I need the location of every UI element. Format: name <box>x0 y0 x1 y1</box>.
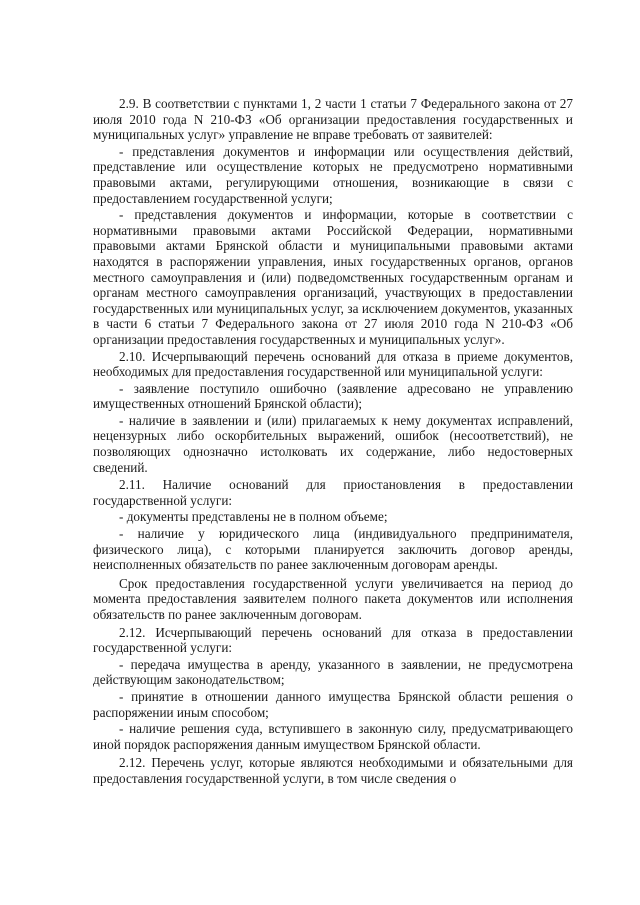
list-item-other-disposal: - принятие в отношении данного имущества Брянской области решения о распоряжении иным способом; <box>93 688 573 720</box>
paragraph-2-12-services: 2.12. Перечень услуг, которые являются необходимыми и обязательными для предоставления государственной услуги, в том числе сведения о <box>93 755 573 786</box>
document-page <box>93 96 573 787</box>
paragraph-2-11: 2.11. Наличие оснований для приостановления в предоставлении государственной услуги: <box>93 477 573 508</box>
paragraph-term-extension: Срок предоставления государственной услуги увеличивается на период до момента предоставления заявителем полного пакета документов или исполнения обязательств по ранее заключенным договорам. <box>93 575 573 622</box>
list-item-no-documents: - представления документов и информации, которые в соответствии с нормативными правовыми актами Российской Федерации, нормативными правовыми актами Брянской области и муниципальными правовыми актами находятся в распоряжении управления, иных государственных органов, органов местного самоуправления и (или) подведомственных государственным органам и органам местного самоуправления организаций, участвующих в предоставлении государственных или муниципальных услуг, за исключением документов, указанных в части 6 статьи 7 Федерального закона от 27 июля 2010 года N 210-ФЗ «Об организации предоставления государственных и муниципальных услуг». <box>93 207 573 347</box>
list-item-incomplete-documents: - документы представлены не в полном объеме; <box>119 509 388 525</box>
list-item-no-actions: - представления документов и информации или осуществления действий, представление или осуществление которых не предусмотрено нормативными правовыми актами, регулирующими отношения, возникающие в связи с предоставлением государственной услуги; <box>93 143 573 206</box>
paragraph-2-10: 2.10. Исчерпывающий перечень оснований для отказа в приеме документов, необходимых для предоставления государственной или муниципальной услуги: <box>93 348 573 380</box>
list-item-erroneous-application: - заявление поступило ошибочно (заявление адресовано не управлению имущественных отношений Брянской области); <box>93 380 573 412</box>
list-item-lease-not-provided: - передача имущества в аренду, указанного в заявлении, не предусмотрена действующим законодательством; <box>93 656 573 688</box>
paragraph-2-12-refusal: 2.12. Исчерпывающий перечень оснований для отказа в предоставлении государственной услуги: <box>93 624 573 656</box>
paragraph-2-9: 2.9. В соответствии с пунктами 1, 2 части 1 статьи 7 Федерального закона от 27 июля 2010 года N 210-ФЗ «Об организации предоставления государственных и муниципальных услуг» управление не вправе требовать от заявителей: <box>93 96 573 143</box>
list-item-court-decision: - наличие решения суда, вступившего в законную силу, предусматривающего иной порядок распоряжения данным имуществом Брянской области. <box>93 721 573 752</box>
list-item-corrections: - наличие в заявлении и (или) прилагаемых к нему документах исправлений, нецензурных либо оскорбительных выражений, ошибок (несоответствий), не позволяющих однозначно истолковать их содержание, либо недостоверных сведений. <box>93 412 573 475</box>
list-item-unfulfilled-obligations: - наличие у юридического лица (индивидуального предпринимателя, физического лица), с которыми планируется заключить договор аренды, неисполненных обязательств по ранее заключенным договорам аренды. <box>93 526 573 573</box>
